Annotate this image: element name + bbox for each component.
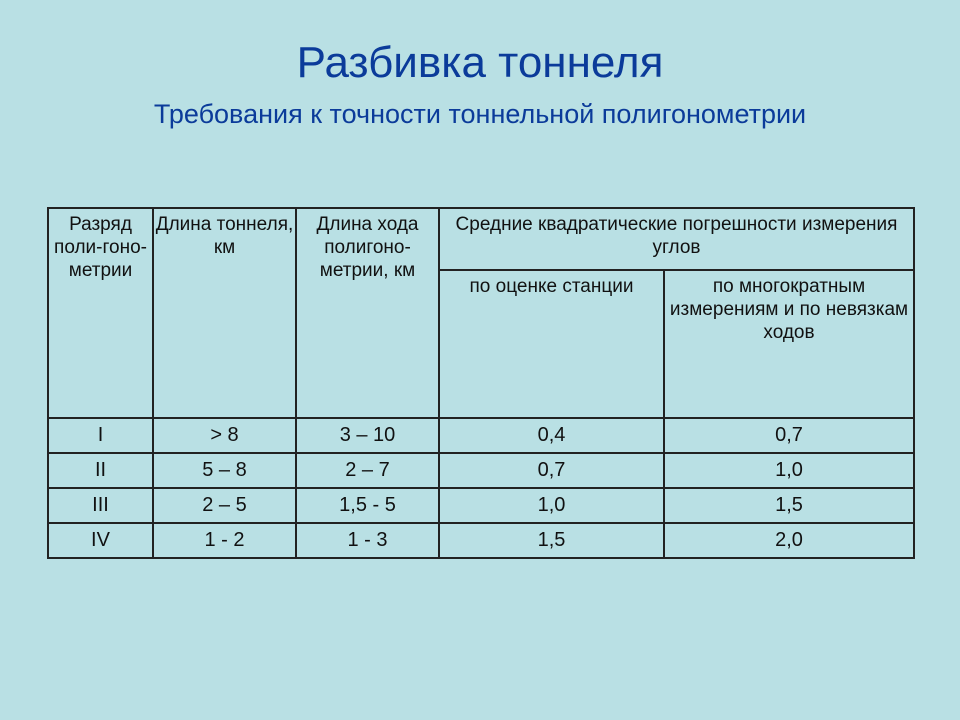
header-traverse-length: Длина хода полигоно-метрии, км [296,208,439,418]
cell-by-repeated: 0,7 [664,418,914,453]
cell-traverse-length: 1 - 3 [296,523,439,558]
cell-rank: III [48,488,153,523]
header-by-repeated: по многократным измерениям и по невязкам ходов [664,270,914,418]
slide-subtitle: Требования к точности тоннельной полигонометрии [153,99,807,129]
cell-by-station: 0,4 [439,418,664,453]
header-rank: Разряд поли-гоно-метрии [48,208,153,418]
cell-traverse-length: 3 – 10 [296,418,439,453]
header-rms-errors: Средние квадратические погрешности измерения углов [439,208,914,270]
cell-traverse-length: 1,5 - 5 [296,488,439,523]
cell-by-repeated: 1,0 [664,453,914,488]
cell-by-station: 0,7 [439,453,664,488]
table-row [48,488,914,523]
cell-by-repeated: 1,5 [664,488,914,523]
cell-traverse-length: 2 – 7 [296,453,439,488]
table-row [48,523,914,558]
tunnel-polygonometry-table [47,207,915,559]
table-row [48,418,914,453]
header-tunnel-length: Длина тоннеля, км [153,208,296,418]
cell-by-station: 1,0 [439,488,664,523]
table-row [48,453,914,488]
cell-tunnel-length: > 8 [153,418,296,453]
cell-by-repeated: 2,0 [664,523,914,558]
cell-tunnel-length: 5 – 8 [153,453,296,488]
cell-rank: IV [48,523,153,558]
cell-rank: II [48,453,153,488]
slide-title: Разбивка тоннеля [296,38,664,87]
cell-by-station: 1,5 [439,523,664,558]
header-by-station: по оценке станции [439,270,664,418]
cell-rank: I [48,418,153,453]
cell-tunnel-length: 2 – 5 [153,488,296,523]
cell-tunnel-length: 1 - 2 [153,523,296,558]
